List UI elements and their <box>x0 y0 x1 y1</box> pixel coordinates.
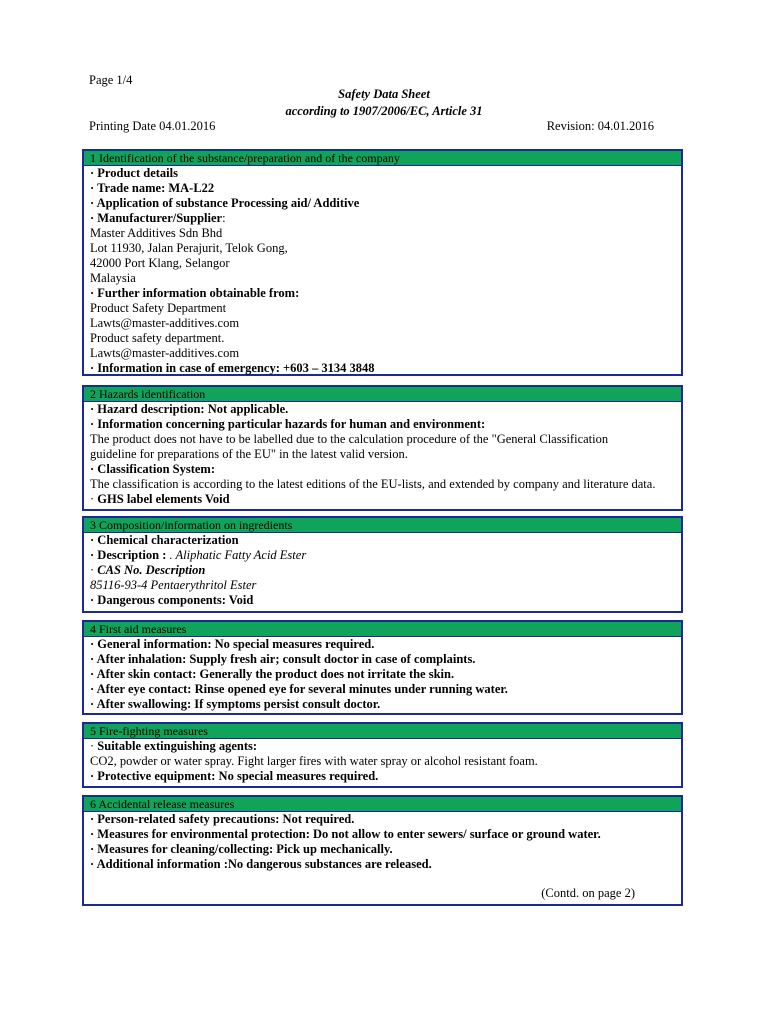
protective-equipment: · Protective equipment: No special measures required. <box>90 769 379 783</box>
section-accidental-release <box>82 795 683 906</box>
section-hazards <box>82 385 683 511</box>
email: Lawts@master-additives.com <box>90 346 240 360</box>
address-line: 42000 Port Klang, Selangor <box>90 256 230 270</box>
description-value: . Aliphatic Fatty Acid Ester <box>169 548 307 562</box>
body-text: guideline for preparations of the EU" in the latest valid version. <box>90 447 408 461</box>
further-info: · Further information obtainable from: <box>90 286 300 300</box>
general-info: · General information: No special measures required. <box>90 637 375 651</box>
page-number: Page 1/4 <box>89 73 133 87</box>
manufacturer-label: · Manufacturer/Supplier <box>90 211 223 225</box>
document-subtitle: according to 1907/2006/EC, Article 31 <box>285 104 483 118</box>
person-precautions: · Person-related safety precautions: Not required. <box>90 812 355 826</box>
classification-system: · Classification System: <box>90 462 215 476</box>
section-heading: 1 Identification of the substance/preparation and of the company <box>84 151 681 166</box>
continued-note: (Contd. on page 2) <box>541 886 635 900</box>
section-heading: 3 Composition/information on ingredients <box>84 518 681 533</box>
emergency-info: · Information in case of emergency: +603 – 3134 3848 <box>90 361 375 375</box>
description-label: · Description : <box>90 548 170 562</box>
after-swallowing: · After swallowing: If symptoms persist consult doctor. <box>90 697 381 711</box>
after-skin-contact: · After skin contact: Generally the product does not irritate the skin. <box>90 667 455 681</box>
cas-value: 85116-93-4 Pentaerythritol Ester <box>90 578 257 592</box>
manufacturer-colon: : <box>222 211 226 225</box>
hazard-description: · Hazard description: Not applicable. <box>90 402 289 416</box>
bullet: · <box>90 492 98 506</box>
section-composition <box>82 516 683 613</box>
printing-date: Printing Date 04.01.2016 <box>89 119 216 133</box>
document-title: Safety Data Sheet <box>338 87 430 101</box>
extinguishing-agents: Suitable extinguishing agents: <box>97 739 258 753</box>
environmental-protection: · Measures for environmental protection: Do not allow to enter sewers/ surface or ground water. <box>90 827 601 841</box>
product-details: · Product details <box>90 166 178 180</box>
section-first-aid <box>82 620 683 715</box>
section-heading: 4 First aid measures <box>84 622 681 637</box>
body-text: CO2, powder or water spray. Fight larger fires with water spray or alcohol resistant foam. <box>90 754 538 768</box>
revision-date: Revision: 04.01.2016 <box>546 119 654 133</box>
after-eye-contact: · After eye contact: Rinse opened eye for several minutes under running water. <box>90 682 508 696</box>
trade-name: · Trade name: MA-L22 <box>90 181 215 195</box>
section-identification <box>82 149 683 376</box>
section-heading: 2 Hazards identification <box>84 387 681 402</box>
section-heading: 6 Accidental release measures <box>84 797 681 812</box>
chemical-characterization: · Chemical characterization <box>90 533 239 547</box>
ghs-elements: GHS label elements Void <box>97 492 230 506</box>
after-inhalation: · After inhalation: Supply fresh air; consult doctor in case of complaints. <box>90 652 476 666</box>
dangerous-components: · Dangerous components: Void <box>90 593 254 607</box>
hazard-info: · Information concerning particular hazards for human and environment: <box>90 417 486 431</box>
section-fire-fighting <box>82 722 683 788</box>
body-text: The classification is according to the latest editions of the EU-lists, and extended by company and literature data. <box>90 477 656 491</box>
cleaning-collecting: · Measures for cleaning/collecting: Pick up mechanically. <box>90 842 393 856</box>
additional-info: · Additional information :No dangerous substances are released. <box>90 857 432 871</box>
address-line: Malaysia <box>90 271 136 285</box>
address-line: Master Additives Sdn Bhd <box>90 226 223 240</box>
bullet: · <box>90 739 98 753</box>
body-text: The product does not have to be labelled due to the calculation procedure of the "General Classification <box>90 432 609 446</box>
email: Lawts@master-additives.com <box>90 316 240 330</box>
address-line: Lot 11930, Jalan Perajurit, Telok Gong, <box>90 241 288 255</box>
application: · Application of substance Processing aid/ Additive <box>90 196 360 210</box>
section-heading: 5 Fire-fighting measures <box>84 724 681 739</box>
department: Product safety department. <box>90 331 225 345</box>
cas-label: CAS No. Description <box>97 563 206 577</box>
bullet: · <box>90 563 98 577</box>
department: Product Safety Department <box>90 301 227 315</box>
